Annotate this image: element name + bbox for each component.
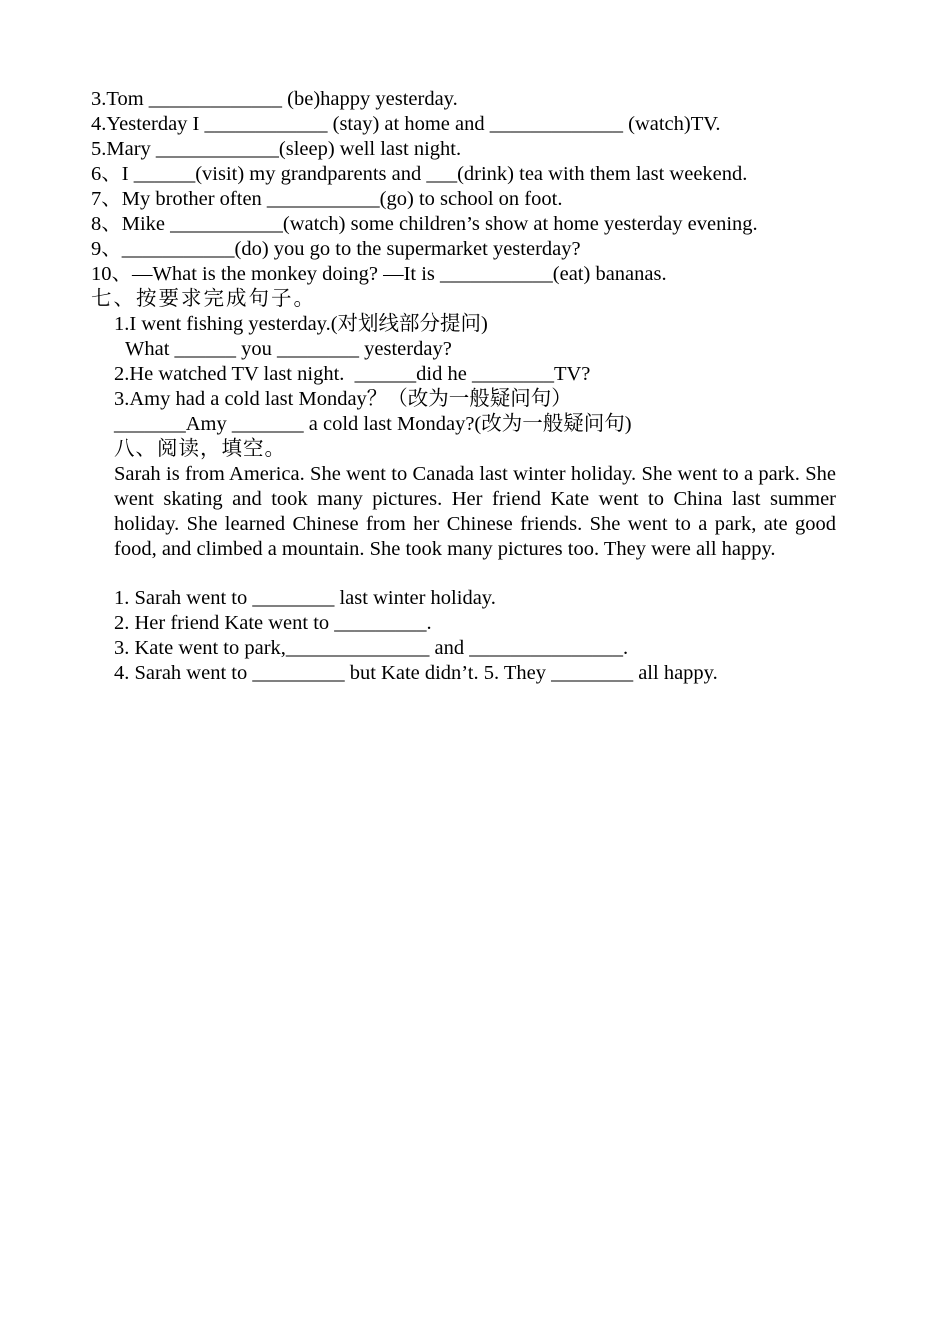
- fill-in-item-8: 8、Mike ___________(watch) some children’s show at home yesterday evening.: [91, 213, 758, 235]
- section-eight-heading: 八、阅读，填空。: [114, 438, 286, 460]
- fill-in-item-4: 4.Yesterday I ____________ (stay) at home and _____________ (watch)TV.: [91, 113, 721, 135]
- section-seven-line-2: What ______ you ________ yesterday?: [125, 338, 452, 360]
- section-seven-line-3: 2.He watched TV last night. ______did he ________TV?: [114, 363, 591, 385]
- fill-in-item-6: 6、I ______(visit) my grandparents and ___(drink) tea with them last weekend.: [91, 163, 748, 185]
- section-seven-heading: 七、按要求完成句子。: [91, 288, 316, 310]
- section-seven-line-1: 1.I went fishing yesterday.(对划线部分提问): [114, 313, 488, 335]
- fill-in-item-9: 9、___________(do) you go to the supermarket yesterday?: [91, 238, 581, 260]
- reading-question-1: 1. Sarah went to ________ last winter holiday.: [114, 587, 496, 609]
- reading-passage: Sarah is from America. She went to Canada last winter holiday. She went to a park. She went skating and took many pictures. Her friend Kate went to China last summer holiday. She learned Chinese from her Chinese friends. She went to a park, ate good food, and climbed a mountain. She took many pictures too. They were all happy.: [114, 463, 836, 560]
- reading-question-3: 3. Kate went to park,______________ and _______________.: [114, 637, 629, 659]
- reading-question-4-5: 4. Sarah went to _________ but Kate didn’t. 5. They ________ all happy.: [114, 662, 718, 684]
- fill-in-item-5: 5.Mary ____________(sleep) well last night.: [91, 138, 462, 160]
- section-seven-line-4: 3.Amy had a cold last Monday？（改为一般疑问句）: [114, 388, 572, 410]
- fill-in-item-3: 3.Tom _____________ (be)happy yesterday.: [91, 88, 458, 110]
- reading-question-2: 2. Her friend Kate went to _________.: [114, 612, 432, 634]
- fill-in-item-7: 7、My brother often ___________(go) to school on foot.: [91, 188, 563, 210]
- fill-in-item-10: 10、—What is the monkey doing? —It is ___________(eat) bananas.: [91, 263, 667, 285]
- section-seven-line-5: _______Amy _______ a cold last Monday?(改为一般疑问句): [114, 413, 632, 435]
